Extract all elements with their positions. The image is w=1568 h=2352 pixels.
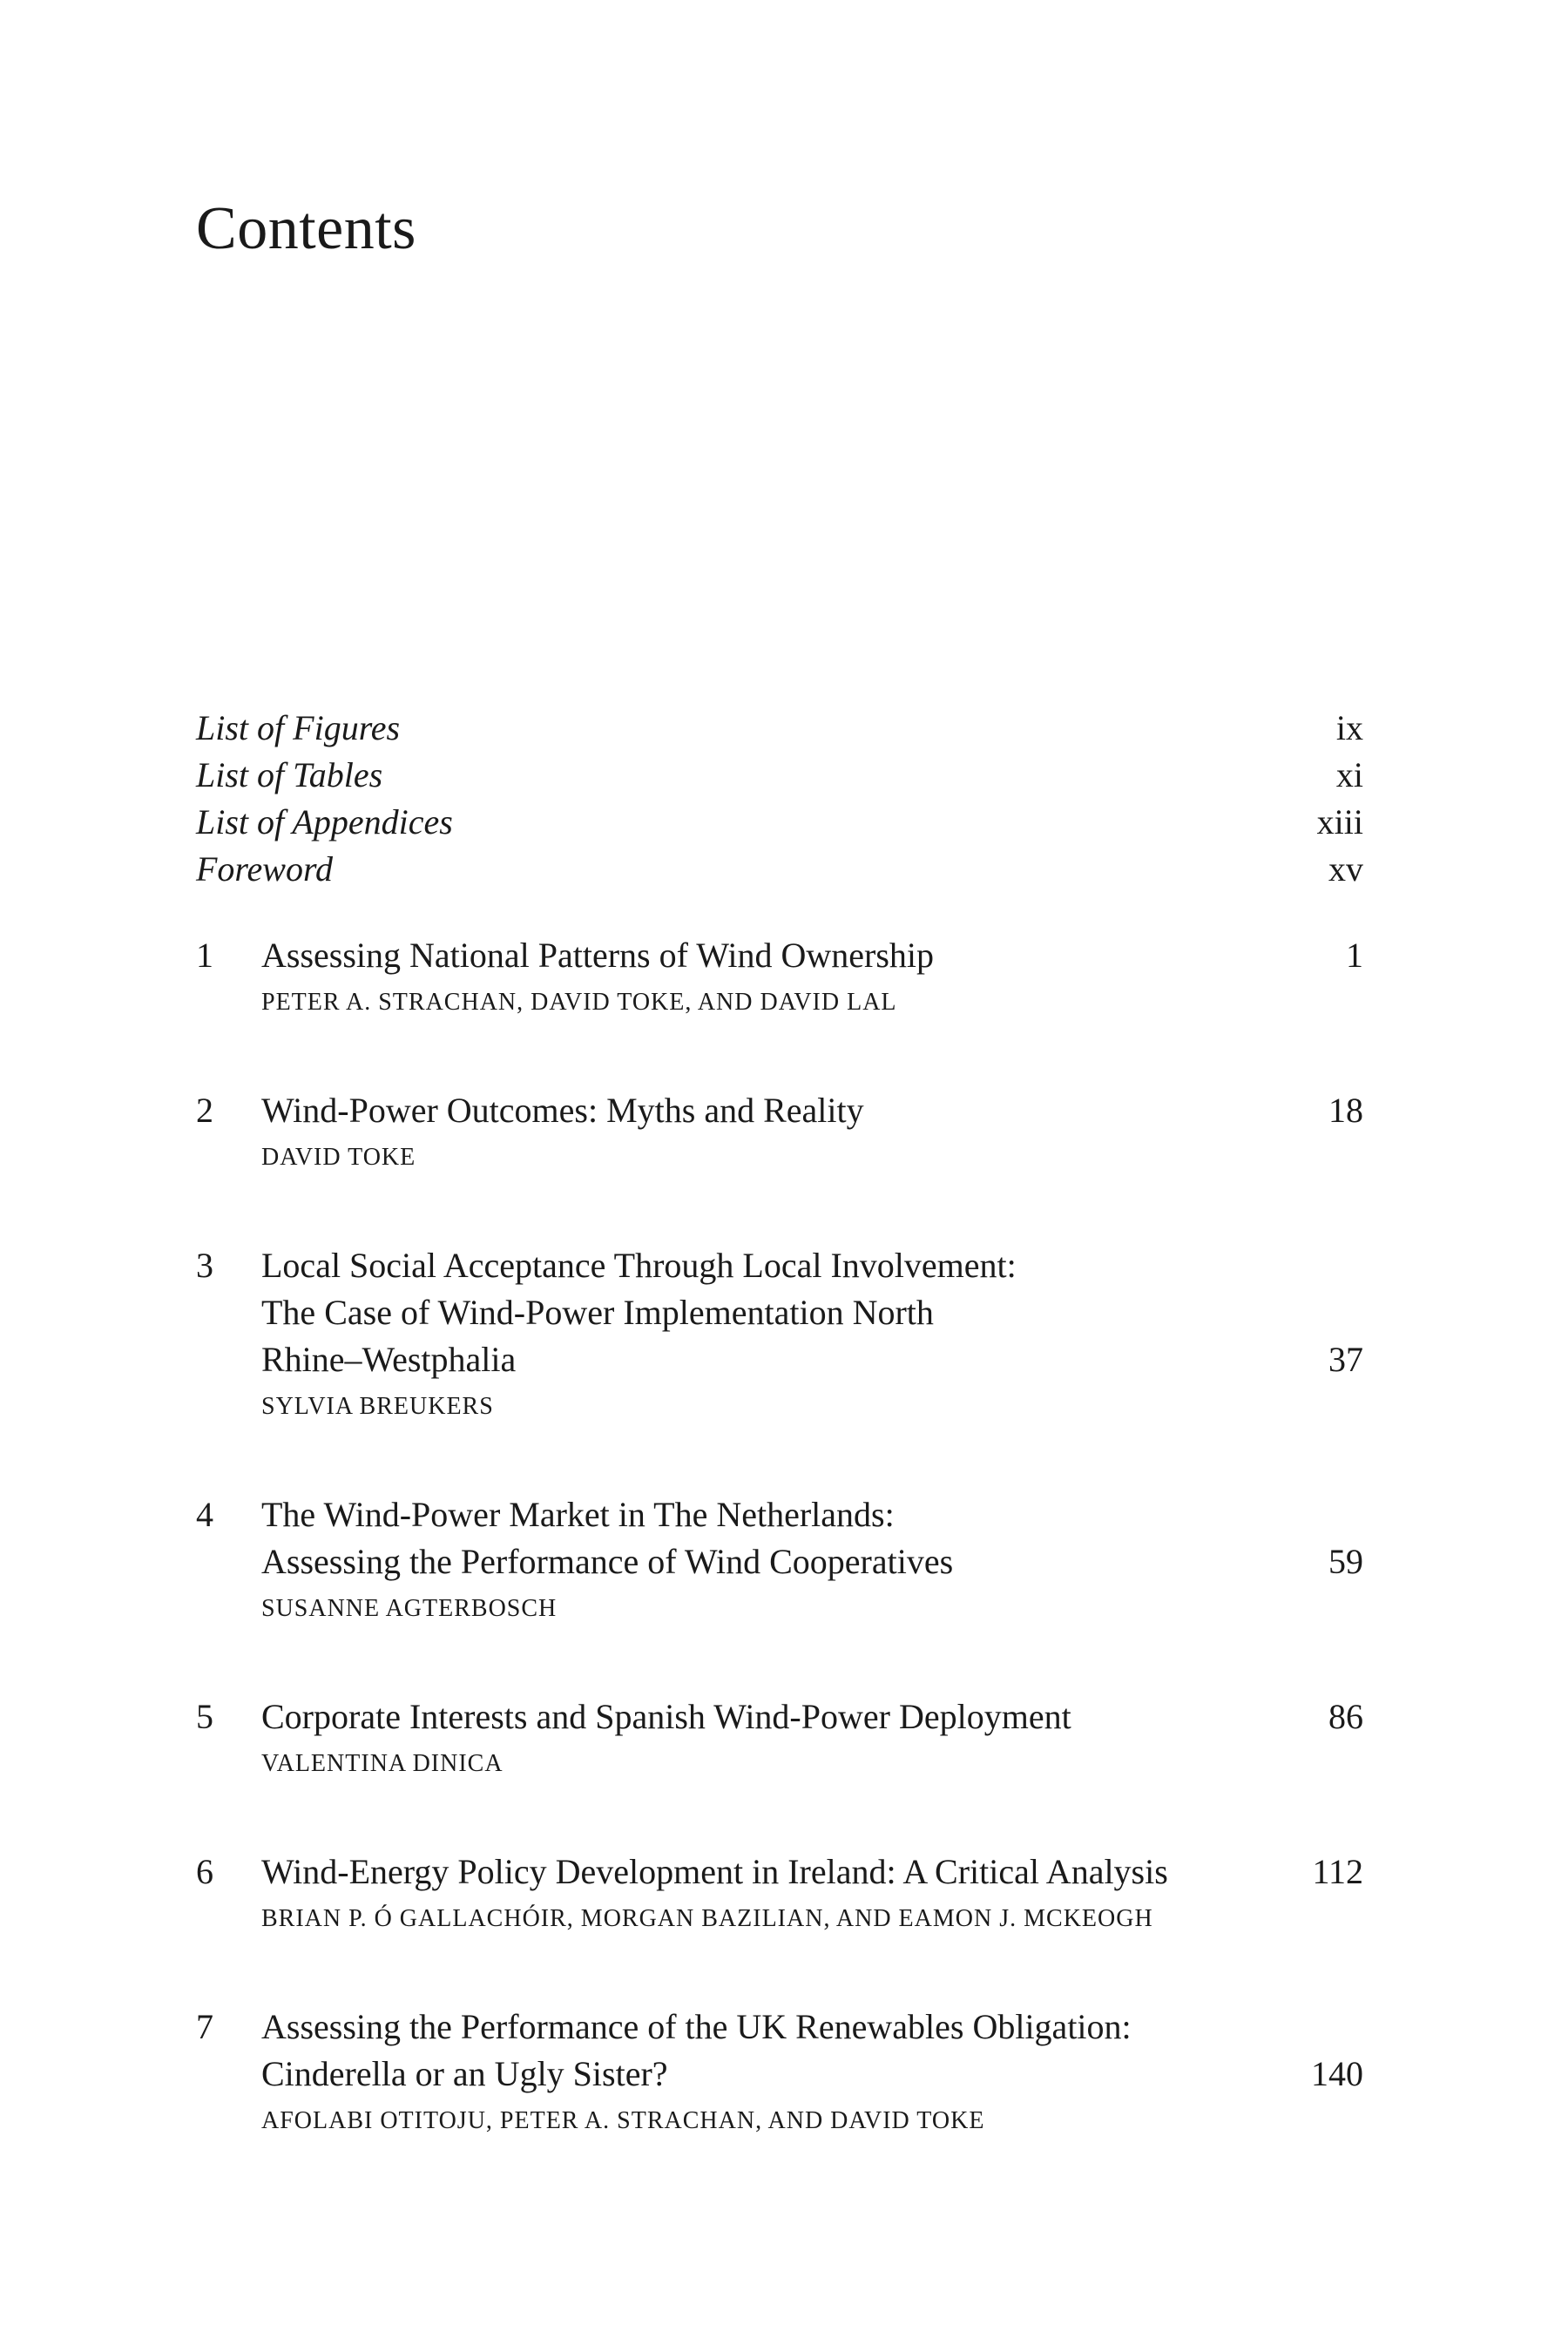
chapter-number: 3	[196, 1246, 213, 1285]
chapter-page-number: 37	[1328, 1340, 1363, 1379]
chapter-authors: SYLVIA BREUKERS	[261, 1393, 494, 1420]
front-matter-page: xi	[1335, 755, 1363, 794]
chapter-number: 5	[196, 1697, 213, 1736]
chapter-number: 4	[196, 1495, 213, 1534]
chapter-title-line	[261, 1289, 1363, 1336]
chapter-authors: AFOLABI OTITOJU, PETER A. STRACHAN, AND DAVID TOKE	[261, 2107, 985, 2134]
chapter-entry	[196, 932, 1363, 1026]
chapter-authors: DAVID TOKE	[261, 1144, 416, 1171]
chapter-title-text: The Case of Wind-Power Implementation North	[261, 1293, 934, 1332]
chapter-body	[261, 1491, 1363, 1632]
chapter-title-line	[261, 1491, 1363, 1538]
front-matter-title: List of Appendices	[196, 802, 453, 841]
chapter-title-line	[261, 1538, 1363, 1585]
chapter-entry	[196, 1087, 1363, 1181]
chapter-title-line	[261, 1242, 1363, 1289]
chapter-title-text: Assessing National Patterns of Wind Ownership	[261, 936, 935, 975]
chapter-title-text: Wind-Power Outcomes: Myths and Reality	[261, 1091, 864, 1130]
chapter-body	[261, 2004, 1363, 2145]
chapter-number: 1	[196, 936, 213, 975]
chapter-title-text: Wind-Energy Policy Development in Ireland: A Critical Analysis	[261, 1852, 1168, 1891]
chapter-entry	[196, 1242, 1363, 1430]
chapter-title-text: The Wind-Power Market in The Netherlands:	[261, 1495, 895, 1534]
front-matter-entry	[196, 707, 1363, 754]
chapter-list	[196, 932, 1363, 2145]
chapter-title-text: Corporate Interests and Spanish Wind-Power Deployment	[261, 1697, 1071, 1736]
front-matter-title: List of Figures	[196, 708, 401, 747]
chapter-authors: PETER A. STRACHAN, DAVID TOKE, AND DAVID LAL	[261, 989, 897, 1016]
front-matter-title: List of Tables	[196, 755, 383, 794]
chapter-number: 2	[196, 1091, 213, 1130]
chapter-number: 6	[196, 1852, 213, 1891]
chapter-authors: BRIAN P. Ó GALLACHÓIR, MORGAN BAZILIAN, AND EAMON J. MCKEOGH	[261, 1905, 1153, 1932]
page-title: Contents	[196, 195, 416, 262]
chapter-entry	[196, 2004, 1363, 2145]
chapter-body	[261, 1693, 1363, 1788]
chapter-title-line	[261, 932, 1363, 979]
chapter-authors: SUSANNE AGTERBOSCH	[261, 1595, 558, 1622]
chapter-page-number: 112	[1312, 1852, 1363, 1891]
front-matter-entry	[196, 754, 1363, 801]
chapter-title-text: Cinderella or an Ugly Sister?	[261, 2054, 668, 2093]
chapter-title-line	[261, 1336, 1363, 1383]
chapter-entry	[196, 1491, 1363, 1632]
chapter-page-number: 86	[1328, 1697, 1363, 1736]
chapter-page-number: 1	[1346, 936, 1363, 975]
chapter-title-text: Assessing the Performance of the UK Renewables Obligation:	[261, 2007, 1132, 2046]
front-matter-entry	[196, 801, 1363, 848]
chapter-entry	[196, 1693, 1363, 1788]
chapter-body	[261, 1242, 1363, 1430]
front-matter-page: ix	[1335, 708, 1363, 747]
chapter-body	[261, 1848, 1363, 1943]
chapter-title-line	[261, 2004, 1363, 2051]
front-matter-title: Foreword	[196, 849, 334, 889]
front-matter-entry	[196, 848, 1363, 896]
front-matter-list	[196, 707, 1363, 896]
chapter-title-text: Assessing the Performance of Wind Cooperatives	[261, 1542, 954, 1581]
chapter-body	[261, 932, 1363, 1026]
chapter-number: 7	[196, 2007, 213, 2046]
chapter-authors: VALENTINA DINICA	[261, 1750, 504, 1777]
chapter-page-number: 18	[1328, 1091, 1363, 1130]
chapter-title-text: Rhine–Westphalia	[261, 1340, 517, 1379]
chapter-title-line	[261, 2051, 1363, 2098]
chapter-page-number: 59	[1328, 1542, 1363, 1581]
front-matter-page: xv	[1328, 849, 1363, 889]
chapter-title-text: Local Social Acceptance Through Local Involvement:	[261, 1246, 1017, 1285]
chapter-title-line	[261, 1693, 1363, 1740]
chapter-title-line	[261, 1087, 1363, 1134]
chapter-entry	[196, 1848, 1363, 1943]
front-matter-page: xiii	[1316, 802, 1363, 841]
chapter-body	[261, 1087, 1363, 1181]
chapter-title-line	[261, 1848, 1363, 1896]
chapter-page-number: 140	[1311, 2054, 1363, 2093]
